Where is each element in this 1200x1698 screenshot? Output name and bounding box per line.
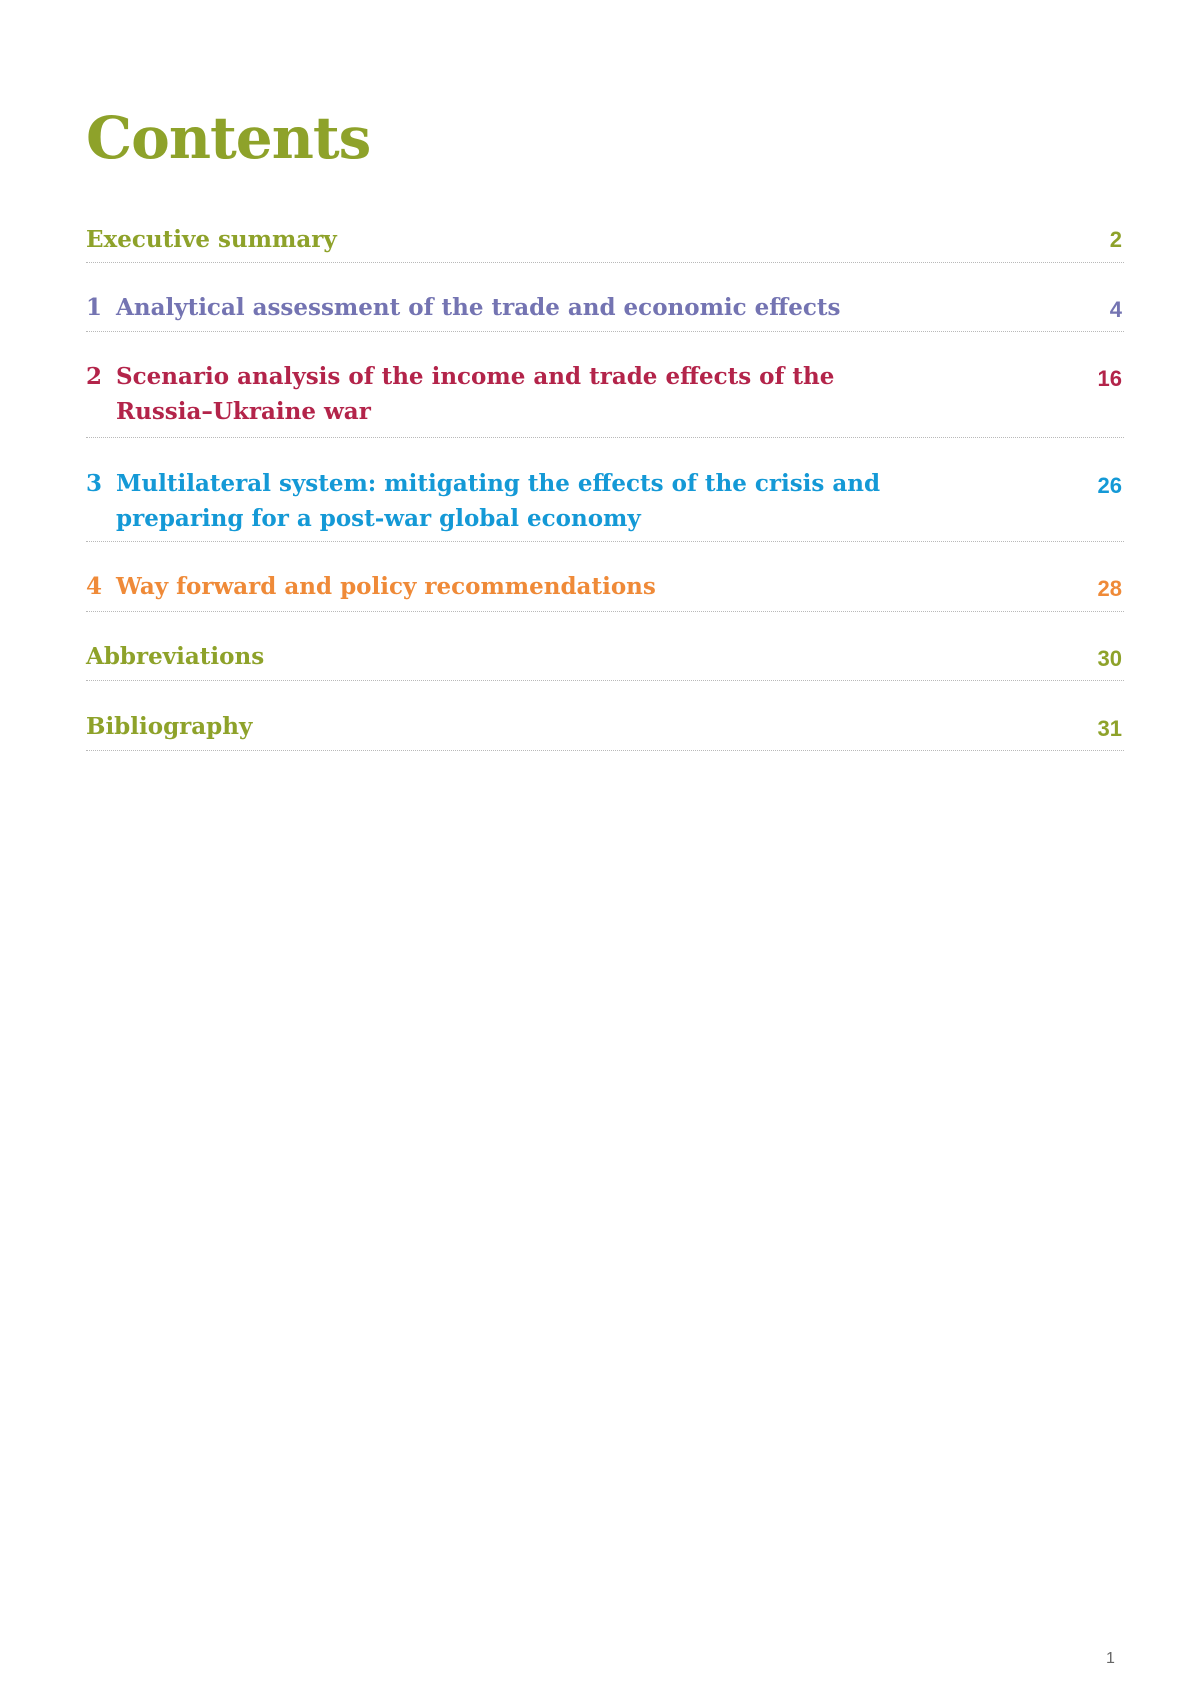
toc-entry-number: 2	[86, 363, 103, 390]
toc-entry-page: 16	[1097, 366, 1122, 391]
toc-entry-bibliography[interactable]	[86, 681, 1124, 751]
toc-entry-page: 30	[1097, 646, 1122, 671]
toc-entry-label: Abbreviations	[86, 643, 265, 670]
toc-entry-chapter-4[interactable]	[86, 542, 1124, 612]
page-title: Contents	[86, 104, 371, 172]
toc-entry-label: Bibliography	[86, 713, 253, 740]
toc-entry-page: 26	[1097, 473, 1122, 498]
toc-entry-label: Analytical assessment of the trade and economic effects	[116, 294, 841, 321]
toc-entry-page: 2	[1109, 227, 1122, 252]
toc-entry-label: Executive summary	[86, 226, 337, 253]
toc-entry-number: 4	[86, 573, 103, 600]
toc-entry-page: 31	[1097, 716, 1122, 741]
toc-entry-executive-summary[interactable]	[86, 216, 1124, 263]
toc-entry-label: Multilateral system: mitigating the effects of the crisis and preparing for a post-war global economy	[116, 470, 881, 532]
toc-entry-page: 28	[1097, 576, 1122, 601]
toc-entry-chapter-3[interactable]	[86, 438, 1124, 542]
toc-entry-abbreviations[interactable]	[86, 612, 1124, 681]
toc-entry-number: 1	[86, 294, 103, 321]
page-number: 1	[1106, 1650, 1115, 1667]
table-of-contents	[86, 216, 1124, 751]
toc-entry-label: Way forward and policy recommendations	[116, 573, 656, 600]
toc-entry-number: 3	[86, 470, 103, 497]
toc-entry-chapter-1[interactable]	[86, 263, 1124, 332]
toc-entry-chapter-2[interactable]	[86, 332, 1124, 438]
toc-entry-label: Scenario analysis of the income and trade effects of the Russia–Ukraine war	[116, 363, 835, 425]
toc-entry-page: 4	[1109, 297, 1122, 322]
